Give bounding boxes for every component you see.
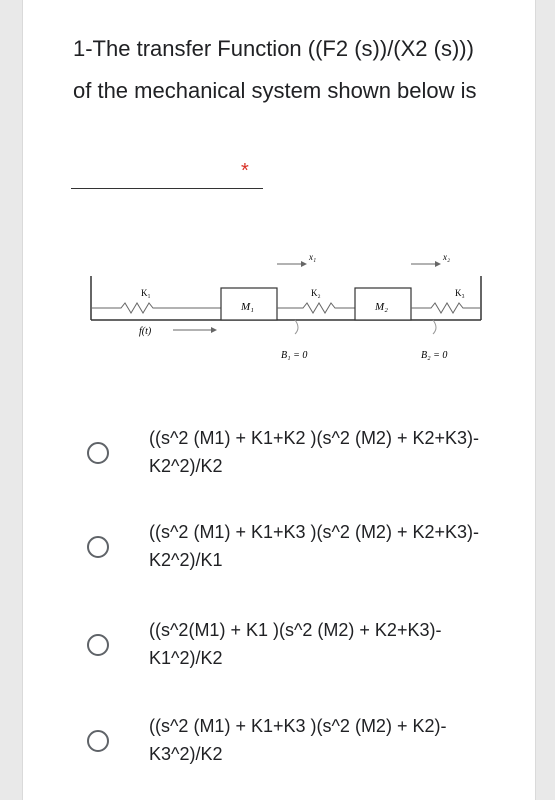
damper-b1-mark [295, 320, 298, 334]
label-x2: x₂ [443, 252, 451, 262]
option-label: ((s^2 (M1) + K1+K2 )(s^2 (M2) + K2+K3)- K2^2)/K2 [149, 428, 479, 476]
option-4[interactable] [73, 712, 513, 782]
label-k3: K₃ [455, 288, 465, 298]
radio-button[interactable] [87, 634, 109, 656]
answer-blank-line [71, 188, 263, 189]
question-card [22, 0, 536, 800]
label-m1: M₁ [241, 301, 254, 313]
label-force: f(t) [139, 326, 152, 337]
radio-button[interactable] [87, 730, 109, 752]
required-marker: * [241, 160, 249, 182]
label-k1: K₁ [141, 288, 151, 298]
option-label: ((s^2 (M1) + K1+K3 )(s^2 (M2) + K2+K3)- K2^2)/K1 [149, 522, 479, 570]
label-m2: M₂ [375, 301, 388, 313]
label-b2: B₂ = 0 [421, 350, 448, 361]
spring-k3 [411, 303, 481, 313]
question-title [73, 28, 493, 112]
spring-k1 [91, 303, 221, 313]
question-text: 1-The transfer Function ((F2 (s))/(X2 (s))) of the mechanical system shown below is [73, 36, 477, 103]
option-label: ((s^2(M1) + K1 )(s^2 (M2) + K2+K3)- K1^2)/K2 [149, 620, 442, 668]
x2-arrowhead [435, 261, 441, 267]
force-arrowhead [211, 327, 217, 333]
label-k2: K₂ [311, 288, 321, 298]
radio-button[interactable] [87, 536, 109, 558]
spring-k2 [277, 303, 355, 313]
mechanical-system-diagram [81, 248, 501, 398]
damper-b2-mark [433, 320, 436, 334]
option-label: ((s^2 (M1) + K1+K3 )(s^2 (M2) + K2)- K3^2)/K2 [149, 716, 447, 764]
option-3[interactable] [73, 616, 513, 686]
option-2[interactable] [73, 518, 513, 588]
option-1[interactable] [73, 424, 513, 494]
x1-arrowhead [301, 261, 307, 267]
label-b1: B₁ = 0 [281, 350, 308, 361]
label-x1: x₁ [309, 252, 317, 262]
radio-button[interactable] [87, 442, 109, 464]
